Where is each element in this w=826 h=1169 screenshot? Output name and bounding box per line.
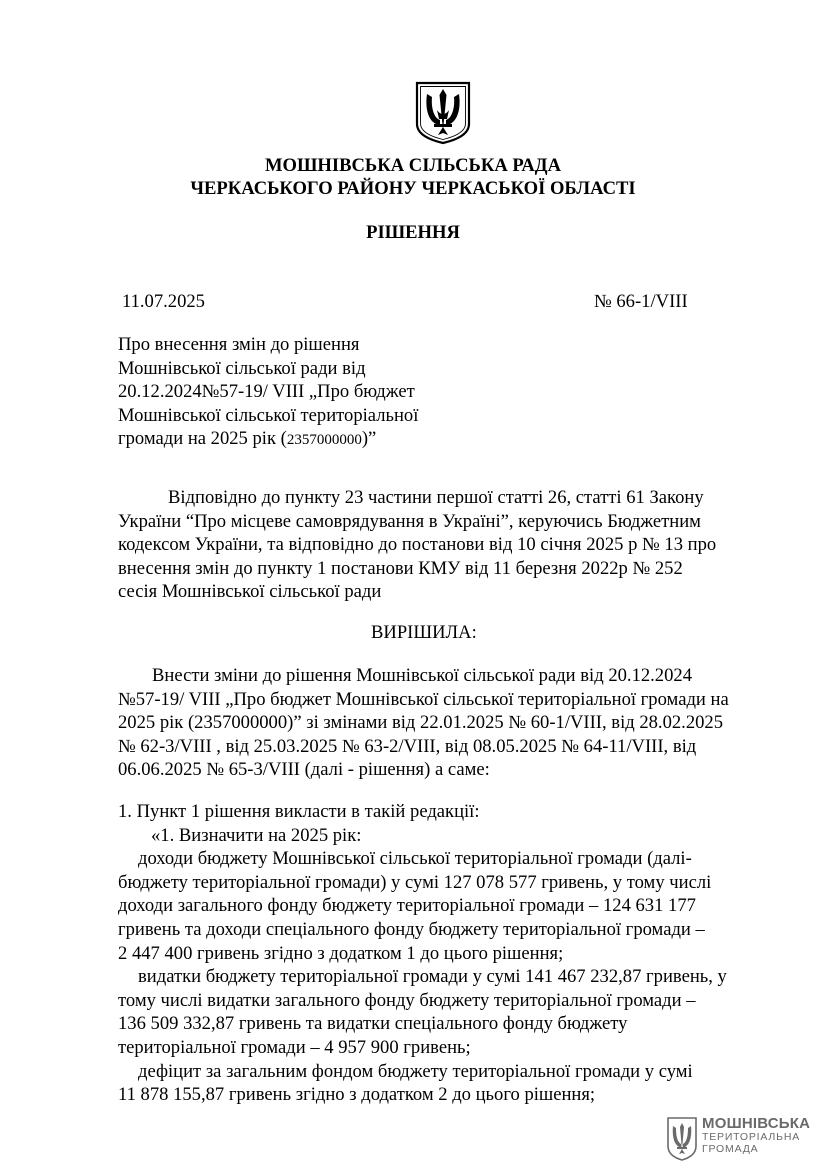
preamble-line: сесія Мошнівської сільської ради bbox=[118, 581, 382, 603]
logo-line2: ТЕРИТОРІАЛЬНА bbox=[702, 1131, 800, 1143]
decision-date: 11.07.2025 bbox=[122, 291, 205, 312]
point-1-section bbox=[118, 800, 768, 1107]
point-1-title: 1. Пункт 1 рішення викласти в такій редакції: bbox=[118, 801, 480, 822]
logo-line1: МОШНІВСЬКА bbox=[702, 1115, 811, 1132]
org-name-line1: МОШНІВСЬКА СІЛЬСЬКА РАДА bbox=[264, 155, 562, 176]
budget-code: 2357000000 bbox=[286, 432, 362, 449]
intro-line: 06.06.2025 № 65-3/VIII (далі - рішення) а саме: bbox=[118, 759, 490, 781]
subject-text: громади на 2025 рік ( bbox=[118, 428, 287, 450]
decided-heading: ВИРІШИЛА: bbox=[371, 622, 477, 643]
income-paragraph bbox=[118, 847, 768, 965]
org-name-line2: ЧЕРКАСЬКОГО РАЙОНУ ЧЕРКАСЬКОЇ ОБЛАСТІ bbox=[190, 178, 636, 199]
decision-number: № 66-1/VIII bbox=[594, 291, 688, 312]
expenses-line: 136 509 332,87 гривень та видатки спеціального фонду бюджету bbox=[118, 1013, 628, 1035]
preamble-line: внесення змін до пункту 1 постанови КМУ від 11 березня 2022р № 252 bbox=[118, 557, 683, 579]
deficit-line: 11 878 155,87 гривень згідно з додатком 2 до цього рішення; bbox=[118, 1084, 596, 1106]
logo-text bbox=[702, 1116, 810, 1155]
preamble-line: кодексом України, та відповідно до постанови від 10 січня 2025 р № 13 про bbox=[118, 534, 717, 556]
point-1-subtitle: «1. Визначити на 2025 рік: bbox=[151, 824, 362, 846]
community-logo bbox=[666, 1116, 816, 1162]
preamble-line: України “Про місцеве самоврядування в Україні”, керуючись Бюджетним bbox=[118, 510, 701, 532]
document-type-title: РІШЕННЯ bbox=[366, 222, 460, 243]
expenses-line: територіальної громади – 4 957 900 гривень; bbox=[118, 1036, 471, 1058]
subject-line: Мошнівської сільської ради від bbox=[118, 357, 366, 379]
income-line: доходи бюджету Мошнівської сільської територіальної громади (далі- bbox=[138, 848, 692, 870]
preamble-line: Відповідно до пункту 23 частини першої статті 26, статті 61 Закону bbox=[168, 487, 704, 508]
deficit-line: дефіцит за загальним фондом бюджету територіальної громади у сумі bbox=[138, 1060, 693, 1082]
subject-line: Мошнівської сільської територіальної bbox=[118, 404, 419, 426]
intro-line: 2025 рік (2357000000)” зі змінами від 22.01.2025 № 60-1/VIII, від 28.02.2025 bbox=[118, 712, 724, 734]
subject-block bbox=[118, 333, 418, 453]
intro-line: Внести зміни до рішення Мошнівської сільської ради від 20.12.2024 bbox=[152, 665, 692, 686]
coat-of-arms-icon bbox=[414, 80, 472, 146]
subject-line bbox=[118, 427, 418, 453]
preamble-paragraph bbox=[118, 486, 768, 604]
subject-text-end: )” bbox=[361, 428, 377, 450]
expenses-line: видатки бюджету територіальної громади у сумі 141 467 232,87 гривень, у bbox=[138, 966, 727, 988]
intro-line: №57-19/ VIII „Про бюджет Мошнівської сільської територіальної громади на bbox=[118, 688, 729, 710]
intro-line: № 62-3/VIII , від 25.03.2025 № 63-2/VIII, від 08.05.2025 № 64-11/VIII, від bbox=[118, 735, 697, 757]
expenses-paragraph bbox=[118, 965, 768, 1059]
logo-line3: ГРОМАДА bbox=[702, 1142, 759, 1155]
income-line: гривень та доходи спеціального фонду бюджету територіальної громади – bbox=[118, 918, 705, 940]
subject-line: Про внесення змін до рішення bbox=[118, 334, 360, 355]
income-line: 2 447 400 гривень згідно з додатком 1 до цього рішення; bbox=[118, 942, 564, 964]
deficit-paragraph bbox=[118, 1060, 768, 1107]
income-line: доходи загального фонду бюджету територіальної громади – 124 631 177 bbox=[118, 895, 696, 917]
subject-line: 20.12.2024№57-19/ VIII „Про бюджет bbox=[118, 381, 415, 403]
trident-logo-icon bbox=[666, 1116, 698, 1162]
expenses-line: тому числі видатки загального фонду бюджету територіальної громади – bbox=[118, 989, 696, 1011]
intro-paragraph bbox=[118, 664, 768, 782]
income-line: бюджету територіальної громади) у сумі 127 078 577 гривень, у тому числі bbox=[118, 871, 712, 893]
